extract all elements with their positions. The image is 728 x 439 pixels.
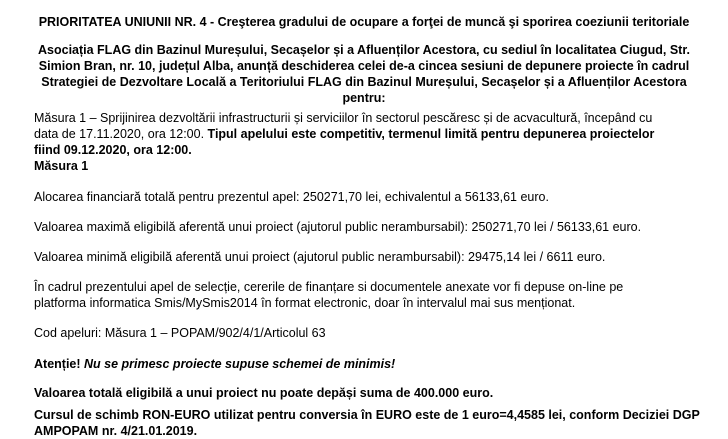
exchange-rate-line-2: AMPOPAM nr. 4/21.01.2019. [34,424,198,438]
measure-line-3: fiind 09.12.2020, ora 12:00. [34,143,192,157]
announcement-header: Asociația FLAG din Bazinul Mureșului, Secașelor și a Afluenților Acestora, cu sediul în localitatea Ciugud, Str. Simion Bran, nr. 10, județul Alba, anunță deschiderea celei de-a cincea sesiuni de depunere proiecte în cadrul Strategiei de Dezvoltare Locală a Teritoriului FLAG din Bazinul Mureșului, Secașelor și a Afluenților Acestora pentru: [38,43,690,105]
measure-line-1: Măsura 1 – Sprijinirea dezvoltării infrastructurii și serviciilor în sectorul pescăresc și de acvacultură, începând cu [34,111,653,125]
start-date-text: data de 17.11.2020, ora 12:00. [34,127,208,141]
warning-paragraph [34,356,698,372]
call-code-paragraph: Cod apeluri: Măsura 1 – POPAM/902/4/1/Articolul 63 [34,326,326,340]
online-submission-line-1: În cadrul prezentului apel de selecție, cererile de finanțare si documentele anexate vor fi depuse on-line pe [34,280,624,294]
online-submission-line-2: platforma informatica Smis/MySmis2014 în format electronic, doar în intervalul mai sus menționat. [34,296,576,310]
warning-label: Atenție! [34,357,84,371]
deadline-text: Tipul apelului este competitiv, termenul limită pentru depunerea proiectelor [207,127,655,141]
total-value-paragraph: Valoarea totală eligibilă a unui proiect nu poate depăși suma de 400.000 euro. [34,386,494,400]
document-title: PRIORITATEA UNIUNII NR. 4 - Creşterea gradului de ocupare a forţei de muncă şi sporirea coeziunii teritoriale [38,15,690,29]
warning-text: Nu se primesc proiecte supuse schemei de minimis! [84,357,396,371]
allocation-paragraph: Alocarea financiară totală pentru prezentul apel: 250271,70 lei, echivalentul a 56133,61 euro. [34,190,549,204]
exchange-rate-line-1: Cursul de schimb RON-EURO utilizat pentru conversia în EURO este de 1 euro=4,4585 lei, conform Deciziei DGP [34,408,700,422]
min-value-paragraph: Valoarea minimă eligibilă aferentă unui proiect (ajutorul public nerambursabil): 29475,14 lei / 6611 euro. [34,250,606,264]
measure-line-2 [34,126,698,142]
measure-heading: Măsura 1 [34,159,89,173]
max-value-paragraph: Valoarea maximă eligibilă aferentă unui proiect (ajutorul public nerambursabil): 250271,70 lei / 56133,61 euro. [34,220,642,234]
